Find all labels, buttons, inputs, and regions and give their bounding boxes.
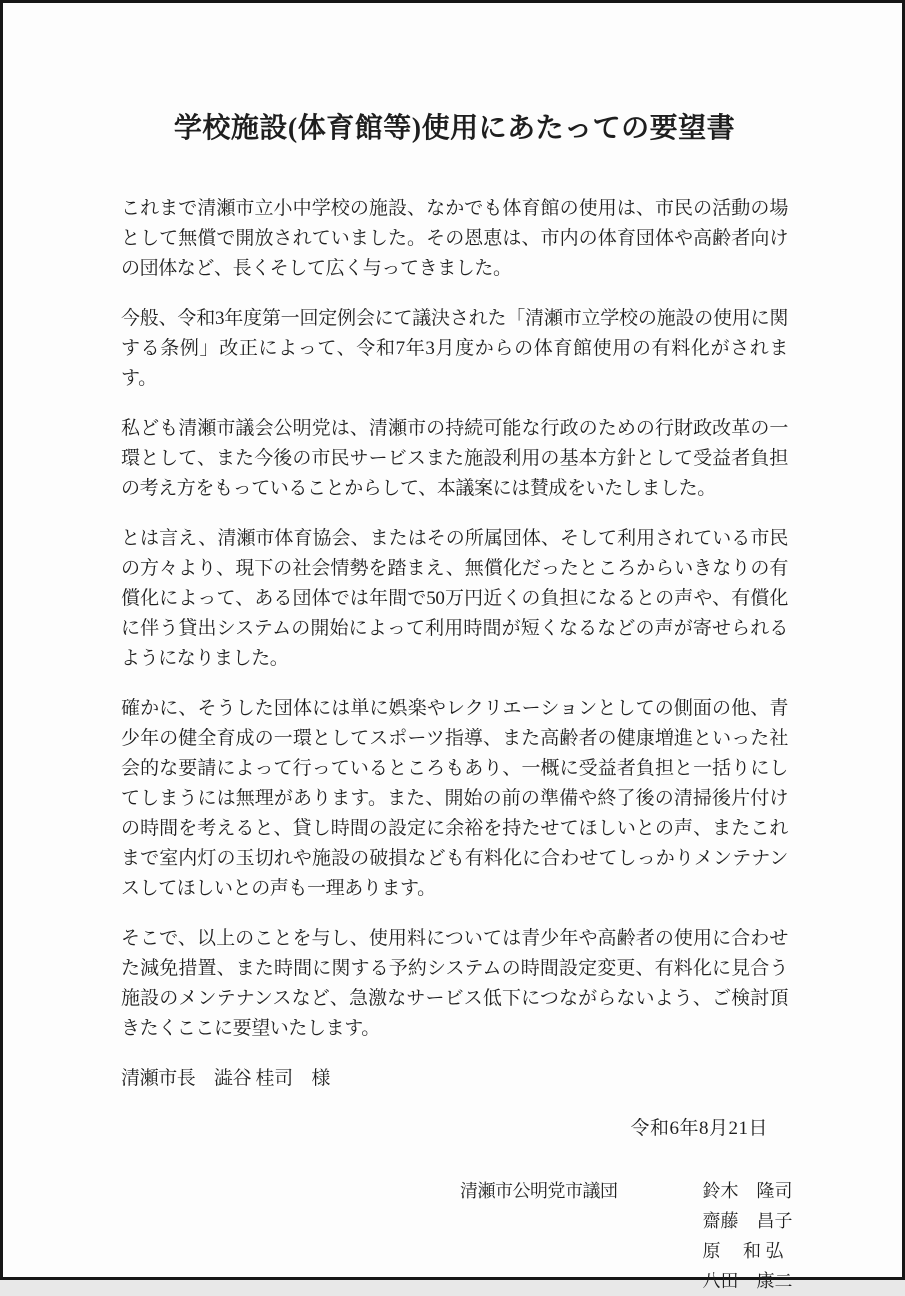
paragraph-considerations: 確かに、そうした団体には単に娯楽やレクリエーションとしての側面の他、青少年の健全育成の一環としてスポーツ指導、また高齢者の健康増進といった社会的な要請によって行っているところもあり、一概に受益者負担と一括りにしてしまうには無理があります。また、開始の前の準備や終了後の清掃後片付けの時間を考えると、貸し時間の設定に余裕を持たせてほしいとの声、またこれまで室内灯の玉切れや施設の破損なども有料化に合わせてしっかりメンテナンスしてほしいとの声も一理あります。 xyxy=(121,698,788,899)
paragraph-party-position: 私ども清瀬市議会公明党は、清瀬市の持続可能な行政のための行財政改革の一環として、また今後の市民サービスまた施設利用の基本方針として受益者負担の考え方をもっていることからして、本議案には賛成をいたしました。 xyxy=(121,418,788,499)
paragraph-request: そこで、以上のことを与し、使用料については青少年や高齢者の使用に合わせた減免措置、また時間に関する予約システムの時間設定変更、有料化に見合う施設のメンテナンスなど、急激なサービス低下につながらないよう、ご検討頂きたくここに要望いたします。 xyxy=(121,928,788,1039)
signature-member-2: 齋藤 昌子 xyxy=(702,1211,793,1231)
document-content xyxy=(3,3,902,1296)
signature-member-4: 八田 康二 xyxy=(702,1271,793,1291)
paragraph-citizen-voices: とは言え、清瀬市体育協会、またはその所属団体、そして利用されている市民の方々より、現下の社会情勢を踏まえ、無償化だったところからいきなりの有償化によって、ある団体では年間で50万円近くの負担になるとの声や、有償化に伴う貸出システムの開始によって利用時間が短くなるなどの声が寄せられるようになりました。 xyxy=(121,528,788,669)
paragraph-ordinance: 今般、令和3年度第一回定例会にて議決された「清瀬市立学校の施設の使用に関する条例」改正によって、令和7年3月度からの体育館使用の有料化がされます。 xyxy=(121,308,788,389)
addressee-line: 清瀬市長 澁谷 桂司 様 xyxy=(121,1068,330,1089)
document-title: 学校施設(体育館等)使用にあたっての要望書 xyxy=(173,113,736,144)
signature-group-name: 清瀬市公明党市議団 xyxy=(460,1181,618,1201)
signature-member-3: 原 和 弘 xyxy=(702,1241,784,1261)
date-line: 令和6年8月21日 xyxy=(630,1118,768,1139)
signature-block xyxy=(121,1176,793,1296)
document-body xyxy=(121,194,788,1094)
signature-members xyxy=(703,1176,793,1296)
signature-member-1: 鈴木 隆司 xyxy=(702,1181,793,1201)
paragraph-intro: これまで清瀬市立小中学校の施設、なかでも体育館の使用は、市民の活動の場として無償で開放されていました。その恩恵は、市内の体育団体や高齢者向けの団体など、長くそして広く与ってきました。 xyxy=(121,198,788,279)
